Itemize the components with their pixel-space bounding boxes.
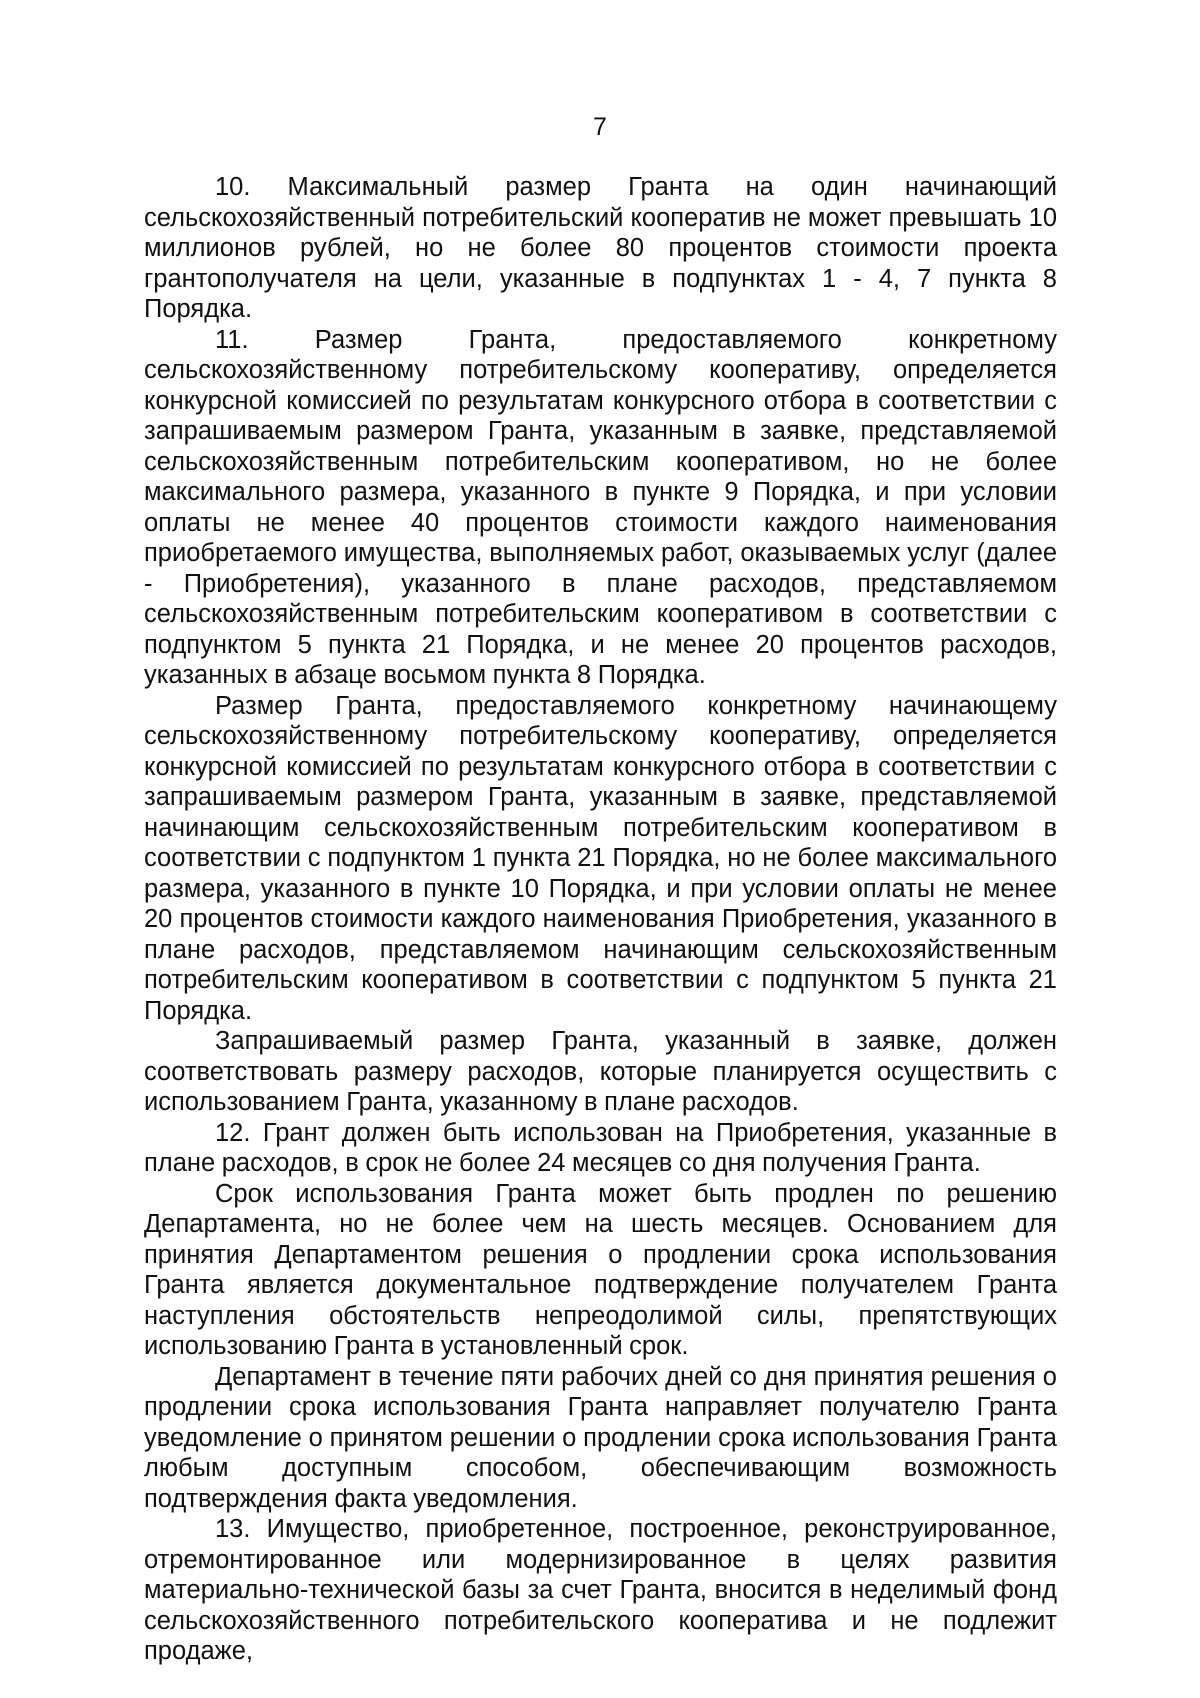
paragraph-12-notification: Департамент в течение пяти рабочих дней со дня принятия решения о продлении срока использования Гранта направляет получателю Гранта уведомление о принятом решении о продлении срока использования Гранта любым доступным способом, обеспечивающим возможность подтверждения факта уведомления. [144,1362,1057,1513]
paragraph-12-extension: Срок использования Гранта может быть продлен по решению Департамента, но не более чем на шесть месяцев. Основанием для принятия Департаментом решения о продлении срока использования Гранта является документальное подтверждение получателем Гранта наступления обстоятельств непреодолимой силы, препятствующих использованию Гранта в установленный срок. [144,1179,1057,1360]
paragraph-10: 10. Максимальный размер Гранта на один начинающий сельскохозяйственный потребительский кооператив не может превышать 10 миллионов рублей, но не более 80 процентов стоимости проекта грантополучателя на цели, указанные в подпунктах 1 - 4, 7 пункта 8 Порядка. [144,173,1057,323]
paragraph-11: 11. Размер Гранта, предоставляемого конкретному сельскохозяйственному потребительскому кооперативу, определяется конкурсной комиссией по результатам конкурсного отбора в соответствии с запрашиваемым размером Гранта, указанным в заявке, представляемой сельскохозяйственным потребительским кооперативом, но не более максимального размера, указанного в пункте 9 Порядка, и при условии оплаты не менее 40 процентов стоимости каждого наименования приобретаемого имущества, выполняемых работ, оказываемых услуг (далее - Приобретения), указанного в плане расходов, представляемом сельскохозяйственным потребительским кооперативом в соответствии с подпунктом 5 пункта 21 Порядка, и не менее 20 процентов расходов, указанных в абзаце восьмом пункта 8 Порядка. [144,325,1057,689]
document-body [144,172,1057,1667]
paragraph-12: 12. Грант должен быть использован на Приобретения, указанные в плане расходов, в срок не более 24 месяцев со дня получения Гранта. [144,1118,1057,1177]
paragraph-11-requested-amount: Запрашиваемый размер Гранта, указанный в заявке, должен соответствовать размеру расходов, которые планируется осуществить с использованием Гранта, указанному в плане расходов. [144,1027,1057,1116]
paragraph-13: 13. Имущество, приобретенное, построенное, реконструированное, отремонтированное или модернизированное в целях развития материально-технической базы за счет Гранта, вносится в неделимый фонд сельскохозяйственного потребительского кооператива и не подлежит продаже, [144,1515,1057,1665]
paragraph-11-beginning-cooperative: Размер Гранта, предоставляемого конкретному начинающему сельскохозяйственному потребительскому кооперативу, определяется конкурсной комиссией по результатам конкурсного отбора в соответствии с запрашиваемым размером Гранта, указанным в заявке, представляемой начинающим сельскохозяйственным потребительским кооперативом в соответствии с подпунктом 1 пункта 21 Порядка, но не более максимального размера, указанного в пункте 10 Порядка, и при условии оплаты не менее 20 процентов стоимости каждого наименования Приобретения, указанного в плане расходов, представляемом начинающим сельскохозяйственным потребительским кооперативом в соответствии с подпунктом 5 пункта 21 Порядка. [144,691,1057,1025]
page-number: 7 [593,113,607,141]
